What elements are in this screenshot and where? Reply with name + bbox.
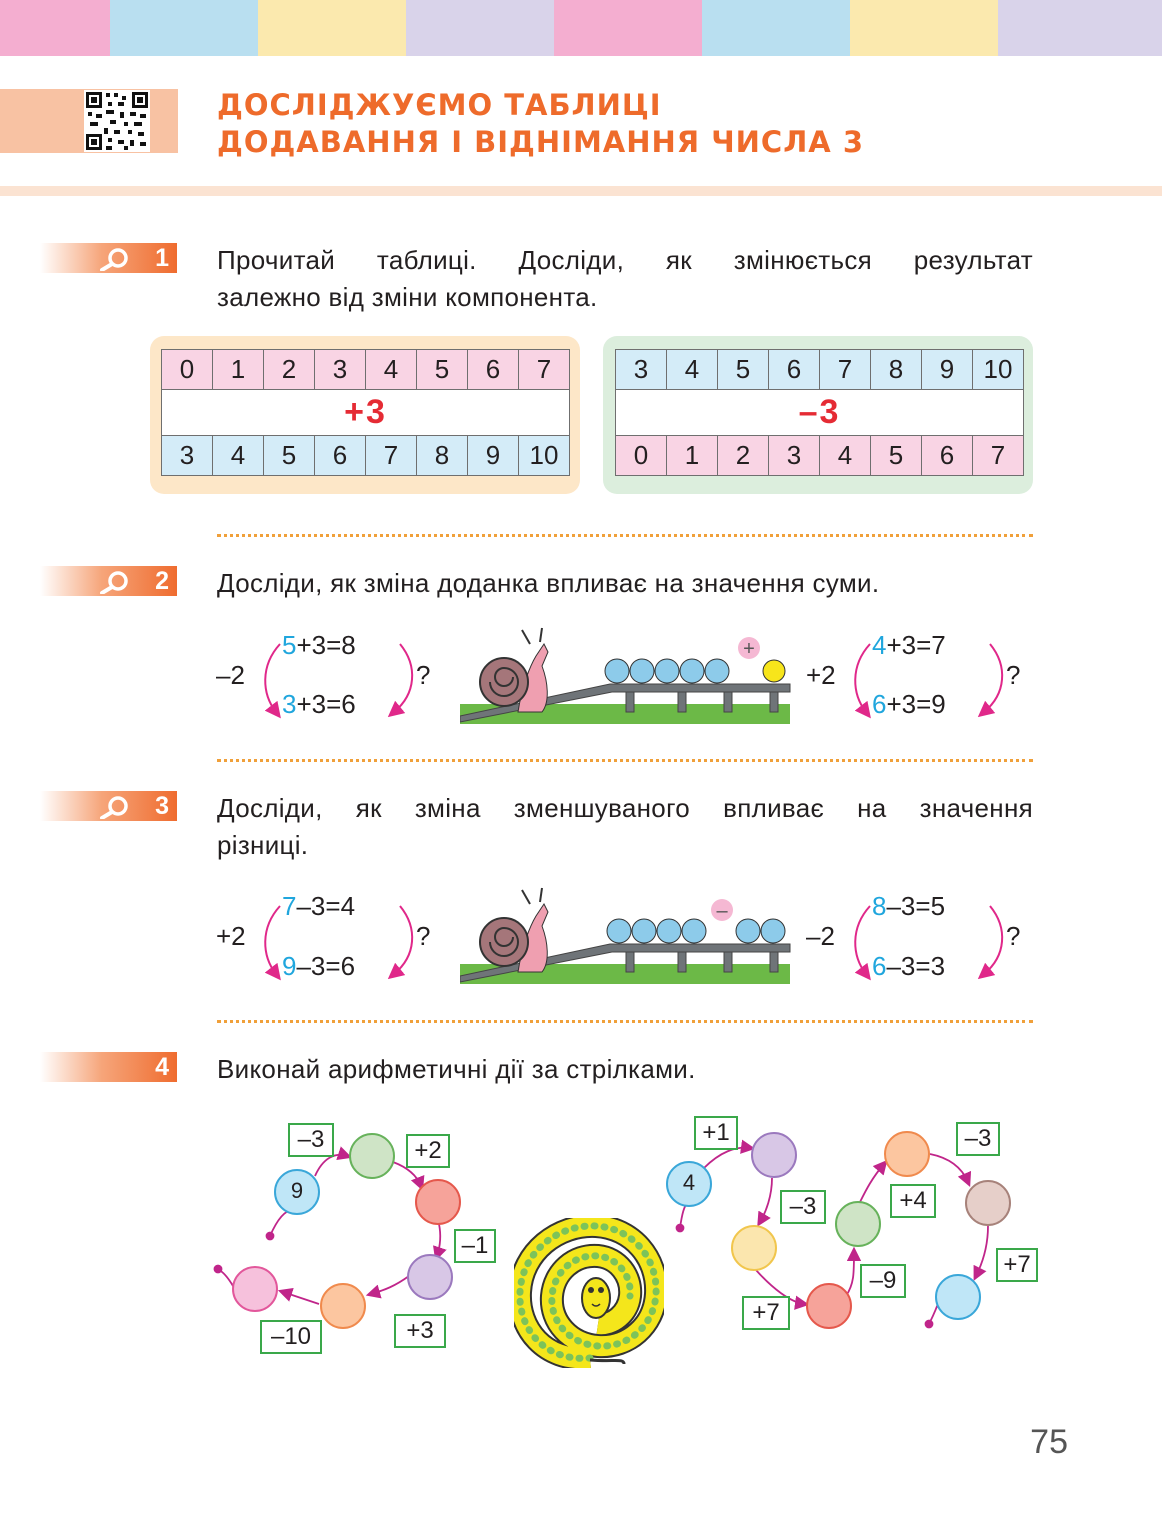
header-strip <box>554 0 702 56</box>
subtraction-table <box>615 349 1024 476</box>
operation-badge: +7 <box>742 1296 790 1330</box>
task-2-number: 2 <box>155 567 169 595</box>
table-cell: 5 <box>871 436 922 476</box>
question-mark: ? <box>1006 921 1021 951</box>
qr-code-icon[interactable] <box>84 90 150 152</box>
equation-first-term: 5 <box>282 630 297 660</box>
section-divider <box>217 1020 1033 1023</box>
table-cell: 8 <box>871 350 922 390</box>
table-cell: 7 <box>820 350 871 390</box>
task-1-text-line2: залежно від зміни компонента. <box>217 282 598 312</box>
equation-first-term: 6 <box>872 951 887 981</box>
equation-rest: +3=7 <box>886 630 946 660</box>
table-cell: 3 <box>769 436 820 476</box>
equation-first-term: 4 <box>872 630 887 660</box>
equation-first-term: 7 <box>282 891 297 921</box>
table-cell: 5 <box>417 350 468 390</box>
section-divider <box>217 534 1033 537</box>
operation-badge: –10 <box>260 1320 322 1354</box>
task-4-tab <box>40 1052 177 1082</box>
equation-rest: –3=5 <box>886 891 946 921</box>
operation-badge: +7 <box>996 1248 1038 1282</box>
equation-first-term: 3 <box>282 689 297 719</box>
operation-badge: +4 <box>890 1184 936 1218</box>
operation-badge: –9 <box>860 1264 906 1298</box>
operation-badge: –3 <box>288 1123 334 1157</box>
equation-rest: –3=6 <box>296 951 356 981</box>
table-cell: 0 <box>162 350 213 390</box>
equation-first-term: 6 <box>872 689 887 719</box>
table-cell: 1 <box>213 350 264 390</box>
table-cell: 7 <box>519 350 570 390</box>
equation-first-term: 9 <box>282 951 297 981</box>
section-divider <box>217 759 1033 762</box>
table-cell: 6 <box>315 436 366 476</box>
table-cell: 5 <box>264 436 315 476</box>
snail-illustration <box>460 626 792 726</box>
task-2-tab <box>40 566 177 596</box>
table-cell: 10 <box>973 350 1024 390</box>
table-cell: 6 <box>922 436 973 476</box>
table-cell: 7 <box>973 436 1024 476</box>
table-cell: 9 <box>922 350 973 390</box>
equation-rest: –3=4 <box>296 891 356 921</box>
question-mark: ? <box>416 921 431 951</box>
task-4-number: 4 <box>155 1053 169 1081</box>
table-cell: 9 <box>468 436 519 476</box>
table-operation: +3 <box>162 390 570 436</box>
header-divider <box>0 186 1162 196</box>
change-label: +2 <box>216 921 246 951</box>
table-cell: 4 <box>213 436 264 476</box>
header-strip <box>850 0 998 56</box>
header-strip <box>406 0 554 56</box>
table-cell: 2 <box>264 350 315 390</box>
header-strip <box>258 0 406 56</box>
task-1-tab <box>40 243 177 273</box>
page-title-line2: ДОДАВАННЯ І ВІДНІМАННЯ ЧИСЛА 3 <box>217 125 865 159</box>
table-cell: 5 <box>718 350 769 390</box>
change-label: –2 <box>806 921 835 951</box>
equation-rest: –3=3 <box>886 951 946 981</box>
operation-badge: –3 <box>956 1122 1000 1156</box>
equation-rest: +3=9 <box>886 689 946 719</box>
operation-badge: +1 <box>694 1116 738 1150</box>
magnifier-icon <box>96 795 132 819</box>
operation-badge: –1 <box>454 1229 496 1263</box>
header-strip <box>110 0 258 56</box>
table-cell: 0 <box>616 436 667 476</box>
table-cell: 8 <box>417 436 468 476</box>
table-cell: 1 <box>667 436 718 476</box>
table-cell: 4 <box>667 350 718 390</box>
task-3-text-line2: різниці. <box>217 830 309 860</box>
equation-rest: +3=6 <box>296 689 356 719</box>
page-title-line1: ДОСЛІДЖУЄМО ТАБЛИЦІ <box>217 88 662 122</box>
start-number: 4 <box>682 1170 696 1195</box>
table-cell: 4 <box>820 436 871 476</box>
equation-rest: +3=8 <box>296 630 356 660</box>
task-1-number: 1 <box>155 244 169 272</box>
operation-badge: +2 <box>406 1134 450 1168</box>
operation-badge: +3 <box>394 1314 446 1348</box>
task-3-tab <box>40 791 177 821</box>
change-label: –2 <box>216 660 245 690</box>
magnifier-icon <box>96 247 132 271</box>
task-3-number: 3 <box>155 792 169 820</box>
task-4-text: Виконай арифметичні дії за стрілками. <box>217 1054 696 1084</box>
header-strip <box>702 0 850 56</box>
equation-first-term: 8 <box>872 891 887 921</box>
table-operation: –3 <box>616 390 1024 436</box>
table-cell: 3 <box>616 350 667 390</box>
addition-table <box>161 349 570 476</box>
table-cell: 3 <box>162 436 213 476</box>
table-cell: 6 <box>468 350 519 390</box>
magnifier-icon <box>96 570 132 594</box>
table-cell: 6 <box>769 350 820 390</box>
change-label: +2 <box>806 660 836 690</box>
snail-illustration <box>460 886 792 986</box>
start-number: 9 <box>290 1178 304 1203</box>
snake-illustration <box>514 1218 664 1368</box>
operation-badge: –3 <box>780 1190 826 1224</box>
header-strip <box>998 0 1162 56</box>
table-cell: 3 <box>315 350 366 390</box>
table-cell: 7 <box>366 436 417 476</box>
table-cell: 2 <box>718 436 769 476</box>
question-mark: ? <box>416 660 431 690</box>
task-3-text-line1: Досліди, як зміна зменшуваного впливає на значення <box>217 793 1033 823</box>
task-2-text: Досліди, як зміна доданка впливає на значення суми. <box>217 568 880 598</box>
question-mark: ? <box>1006 660 1021 690</box>
page-number: 75 <box>1030 1423 1068 1461</box>
table-cell: 4 <box>366 350 417 390</box>
header-strip <box>0 0 110 56</box>
task-1-text-line1: Прочитай таблиці. Досліди, як змінюється результат <box>217 245 1033 275</box>
sign-label: – <box>716 900 728 922</box>
sign-label: + <box>743 638 755 660</box>
table-cell: 10 <box>519 436 570 476</box>
